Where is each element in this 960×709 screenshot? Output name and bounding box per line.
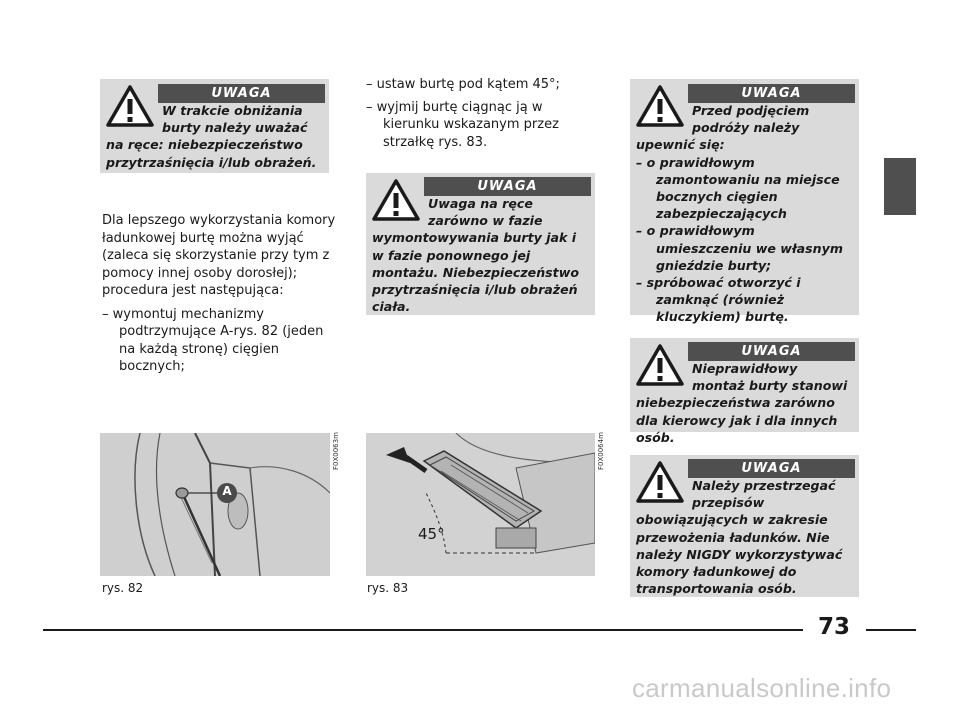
warning-box-5: [630, 455, 859, 597]
callout-label-a: A: [222, 484, 232, 498]
warning-list-item: – o prawidłowym umieszczeniu we własnym gnieździe burty;: [636, 223, 843, 273]
warning-header: UWAGA: [158, 84, 325, 103]
warning-header: UWAGA: [688, 84, 855, 103]
warning-box-4: [630, 338, 859, 445]
figure-rys-83: [366, 433, 595, 576]
footer-rule-right: [866, 629, 916, 631]
step-item: – ustaw burtę pod kątem 45°;: [366, 77, 560, 92]
figure-code: F0X0064m: [597, 432, 605, 470]
warning-text: W trakcie obniżania burty należy uważać na ręce: niebezpieczeństwo przytrzaśnięcia i/lub obrażeń.: [106, 103, 317, 170]
figure-rys-82: [100, 433, 330, 576]
warning-box-3: [630, 79, 859, 325]
step-item: – wyjmij burtę ciągnąc ją w kierunku wskazanym przez strzałkę rys. 83.: [366, 99, 559, 150]
left-column-text: [102, 212, 337, 376]
warning-list-item: – o prawidłowym zamontowaniu na miejsce bocznych cięgien zabezpieczających: [636, 154, 840, 222]
warning-text: Nieprawidłowy montaż burty stanowi niebezpieczeństwa zarówno dla kierowcy jak i dla innych osób.: [636, 361, 848, 445]
step-item: – wymontuj mechanizmy podtrzymujące A-rys. 82 (jeden na każdą stronę) cięgien bocznych;: [102, 306, 324, 374]
chapter-tab: [884, 158, 916, 215]
warning-text: Należy przestrzegać przepisów obowiązujących w zakresie przewożenia ładunków. Nie należy NIGDY wykorzystywać komory ładunkowej do transportowania osób.: [636, 478, 843, 597]
warning-box-1: [100, 79, 329, 173]
warning-text: Przed podjęciem podróży należy upewnić się: – o prawidłowym zamontowaniu na miejsce bocznych cięgien zabezpieczających – o prawidłowym umieszczeniu we własnym gnieździe burty; – spróbować otworzyć i zamknąć (również kluczykiem) burtę.: [636, 102, 853, 326]
warning-header: UWAGA: [688, 459, 855, 478]
watermark-text: carmanualsonline.info: [632, 673, 892, 703]
warning-box-2: [366, 173, 595, 315]
footer-rule-left: [43, 629, 803, 631]
warning-header: UWAGA: [424, 177, 591, 196]
figure-code: F0X0063m: [332, 432, 340, 470]
intro-paragraph: Dla lepszego wykorzystania komory ładunkowej burtę można wyjąć (zaleca się skorzystanie przy tym z pomocy innej osoby dorosłej); procedura jest następująca:: [102, 213, 336, 298]
figure-82-illustration: [100, 433, 330, 576]
angle-label: 45°: [418, 525, 445, 543]
figure-caption: rys. 82: [102, 581, 144, 595]
figure-caption: rys. 83: [367, 581, 409, 595]
page-number: 73: [817, 614, 850, 640]
warning-list-item: – spróbować otworzyć i zamknąć (również kluczykiem) burtę.: [636, 275, 801, 325]
figure-83-illustration: [366, 433, 595, 576]
warning-header: UWAGA: [688, 342, 855, 361]
middle-column-text: [366, 76, 602, 151]
warning-text: Uwaga na ręce zarówno w fazie wymontowywania burty jak i w fazie ponownego jej montażu. Niebezpieczeństwo przytrzaśnięcia i/lub obrażeń ciała.: [372, 196, 579, 315]
